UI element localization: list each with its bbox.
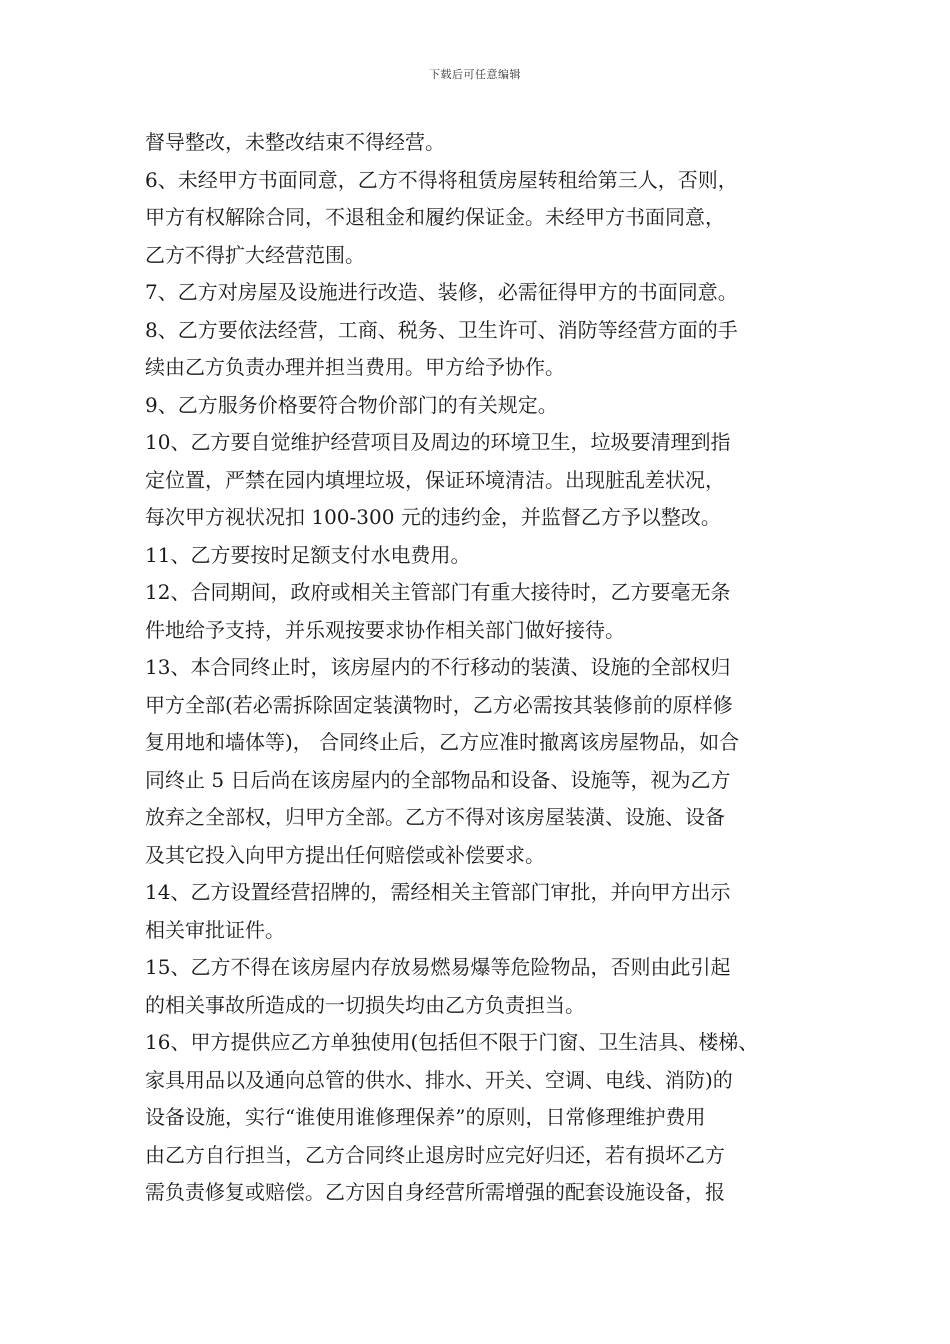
text-line: 件地给予支持，并乐观按要求协作相关部门做好接待。 bbox=[145, 617, 625, 642]
text-line: 同终止 5 日后尚在该房屋内的全部物品和设备、设施等，视为乙方 bbox=[145, 767, 731, 792]
page-header: 下载后可任意编辑 bbox=[429, 68, 521, 81]
text-line: 每次甲方视状况扣 100-300 元的违约金，并监督乙方予以整改。 bbox=[145, 505, 721, 529]
text-line: 15、乙方不得在该房屋内存放易燃易爆等危险物品，否则由此引起 bbox=[145, 955, 731, 979]
text-line: 7、乙方对房屋及设施进行改造、装修，必需征得甲方的书面同意。 bbox=[145, 280, 738, 304]
text-line: 甲方有权解除合同，不退租金和履约保证金。未经甲方书面同意， bbox=[145, 205, 725, 229]
text-line: 放弃之全部权，归甲方全部。乙方不得对该房屋装潢、设施、设备 bbox=[145, 805, 725, 829]
text-line: 由乙方自行担当，乙方合同终止退房时应完好归还，若有损坏乙方 bbox=[145, 1142, 725, 1167]
text-line: 8、乙方要依法经营，工商、税务、卫生许可、消防等经营方面的手 bbox=[145, 317, 738, 342]
text-line: 督导整改，未整改结束不得经营。 bbox=[145, 130, 445, 154]
text-line: 定位置，严禁在园内填埋垃圾，保证环境清洁。出现脏乱差状况， bbox=[145, 467, 725, 492]
text-line: 的相关事故所造成的一切损失均由乙方负责担当。 bbox=[145, 992, 585, 1017]
text-line: 需负责修复或赔偿。乙方因自身经营所需增强的配套设施设备，报 bbox=[145, 1180, 725, 1204]
text-line: 12、合同期间，政府或相关主管部门有重大接待时，乙方要毫无条 bbox=[145, 580, 731, 604]
text-line: 11、乙方要按时足额支付水电费用。 bbox=[145, 542, 471, 567]
text-line: 设备设施，实行“谁使用谁修理保养”的原则，日常修理维护费用 bbox=[145, 1105, 706, 1129]
text-line: 16、甲方提供应乙方单独使用(包括但不限于门窗、卫生洁具、楼梯、 bbox=[145, 1030, 759, 1054]
document-body bbox=[145, 124, 825, 1212]
text-line: 13、本合同终止时，该房屋内的不行移动的装潢、设施的全部权归 bbox=[145, 655, 731, 679]
text-line: 乙方不得扩大经营范围。 bbox=[145, 242, 365, 267]
text-line: 复用地和墙体等)， 合同终止后，乙方应准时撤离该房屋物品，如合 bbox=[145, 730, 740, 754]
text-line: 续由乙方负责办理并担当费用。甲方给予协作。 bbox=[145, 355, 565, 379]
text-line: 9、乙方服务价格要符合物价部门的有关规定。 bbox=[145, 392, 558, 417]
text-line: 6、未经甲方书面同意，乙方不得将租赁房屋转租给第三人，否则， bbox=[145, 167, 738, 192]
text-line: 甲方全部(若必需拆除固定装潢物时，乙方必需按其装修前的原样修 bbox=[145, 692, 733, 717]
text-line: 相关审批证件。 bbox=[145, 917, 285, 942]
text-line: 家具用品以及通向总管的供水、排水、开关、空调、电线、消防)的 bbox=[145, 1067, 733, 1092]
text-line: 10、乙方要自觉维护经营项目及周边的环境卫生，垃圾要清理到指 bbox=[145, 430, 731, 454]
text-line: 14、乙方设置经营招牌的，需经相关主管部门审批，并向甲方出示 bbox=[145, 880, 731, 904]
text-line: 及其它投入向甲方提出任何赔偿或补偿要求。 bbox=[145, 842, 545, 867]
